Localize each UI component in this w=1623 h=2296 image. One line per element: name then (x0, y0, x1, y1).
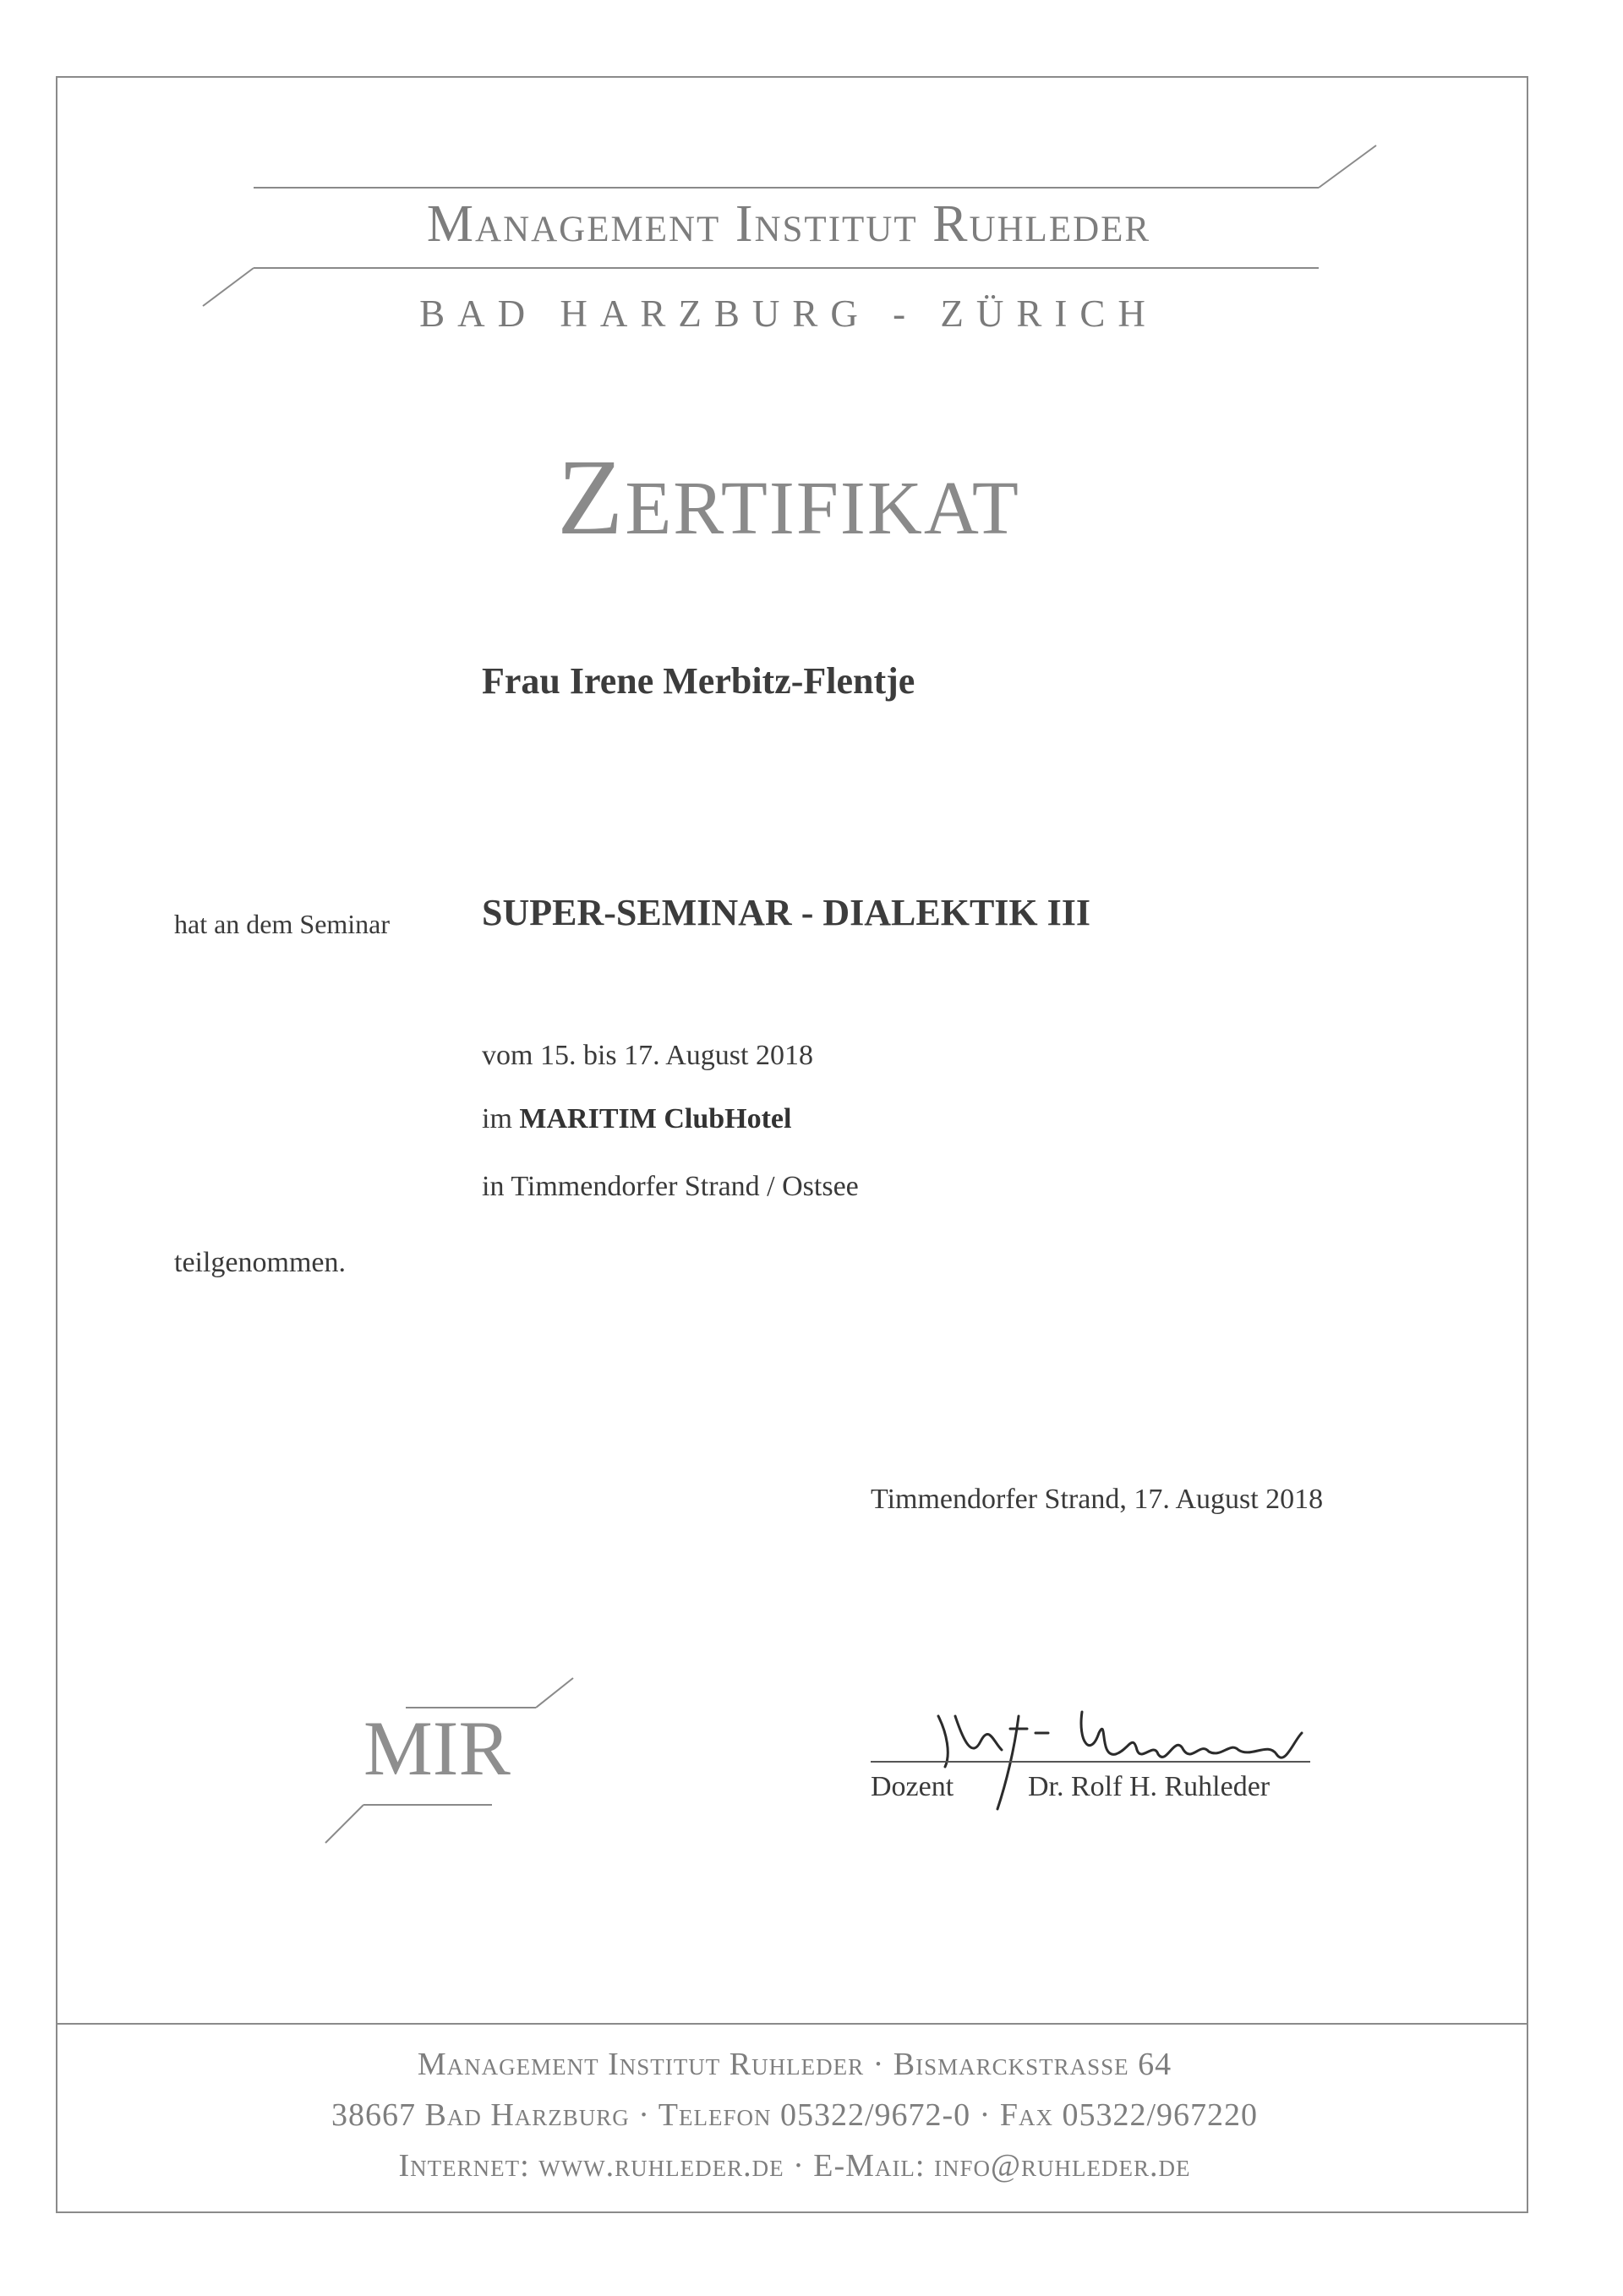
institute-cities: BAD HARZBURG - ZÜRICH (419, 292, 1158, 335)
recipient-name: Frau Irene Merbitz-Flentje (482, 660, 915, 702)
page-border (56, 76, 1528, 2213)
signature-line (871, 1761, 1310, 1763)
venue-name: MARITIM ClubHotel (519, 1103, 792, 1134)
venue-prefix: im (482, 1103, 512, 1134)
footer-divider (56, 2023, 1528, 2025)
place-and-date: Timmendorfer Strand, 17. August 2018 (871, 1484, 1324, 1515)
seminar-venue (482, 1103, 791, 1135)
lecturer-role: Dozent (871, 1771, 954, 1802)
footer-phone-fax: 38667 Bad Harzburg · Telefon 05322/9672-0 · Fax 05322/967220 (331, 2097, 1259, 2133)
mir-logo: MIR (363, 1705, 511, 1791)
footer-web-email: Internet: www.ruhleder.de · E-Mail: info@ruhleder.de (398, 2148, 1191, 2184)
document-title: Zertifikat (557, 437, 1020, 557)
footer-address: Management Institut Ruhleder · Bismarckstrasse 64 (417, 2047, 1172, 2082)
institute-name: Management Institut Ruhleder (426, 195, 1151, 253)
seminar-dates: vom 15. bis 17. August 2018 (482, 1040, 813, 1071)
seminar-label: hat an dem Seminar (174, 909, 391, 939)
seminar-name: SUPER-SEMINAR - DIALEKTIK III (482, 892, 1091, 933)
lecturer-name: Dr. Rolf H. Ruhleder (1028, 1771, 1271, 1802)
seminar-location: in Timmendorfer Strand / Ostsee (482, 1171, 859, 1202)
participation-statement: teilgenommen. (174, 1247, 347, 1278)
